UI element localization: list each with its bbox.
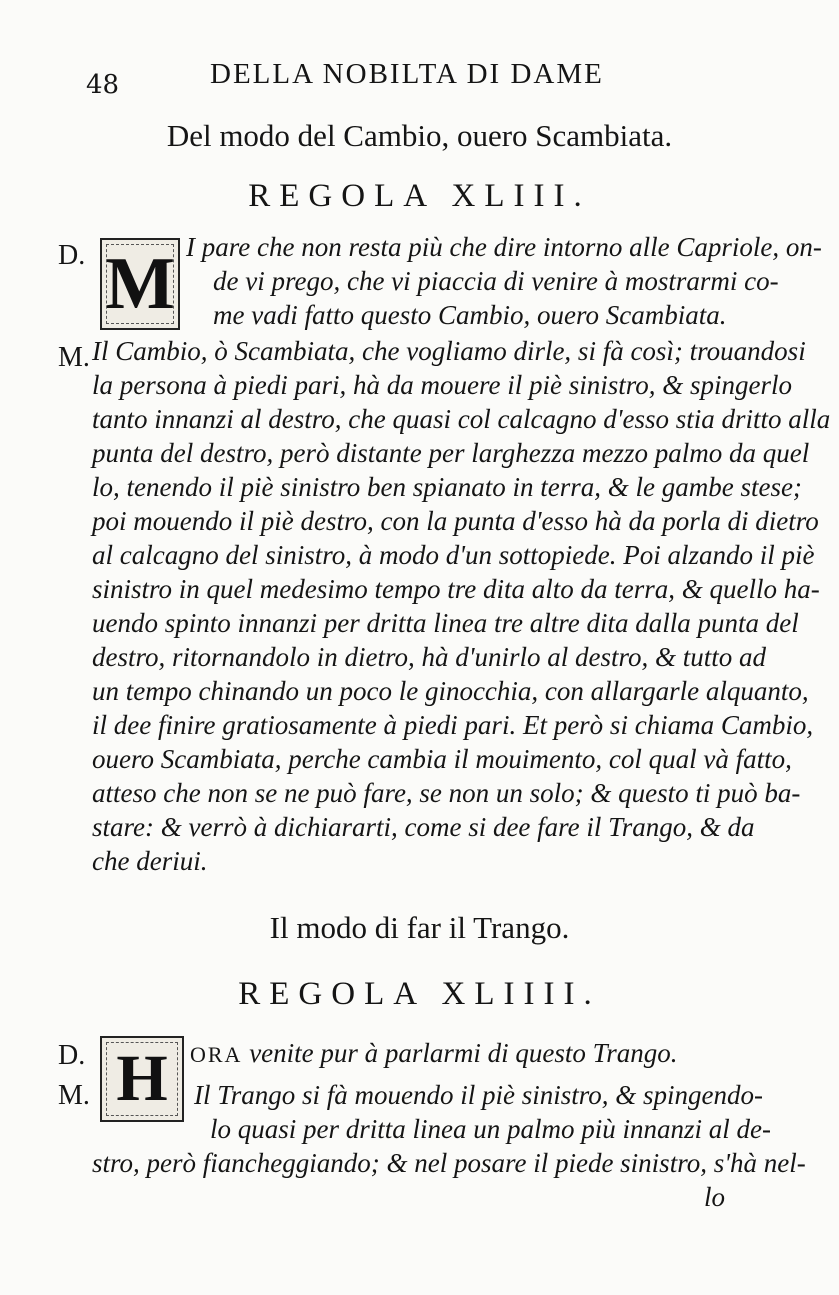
section-title-trango: Il modo di far il Trango. <box>269 910 570 945</box>
d-line-rest: venite pur à parlarmi di questo Trango. <box>242 1038 678 1068</box>
m-line: atteso che non se ne può fare, se non un solo; & questo ti può ba- <box>92 778 801 808</box>
d-line: I pare che non resta più che dire intorno alle Capriole, on- <box>186 232 822 262</box>
d-line-caps: ORA <box>190 1042 243 1067</box>
catchword: lo <box>704 1182 726 1212</box>
m-line: destro, ritornandolo in dietro, hà d'unirlo al destro, & tutto ad <box>92 642 767 672</box>
m-line: stare: & verrò à dichiararti, come si dee fare il Trango, & da <box>92 812 755 842</box>
m-line: sinistro in quel medesimo tempo tre dita alto da terra, & quello ha- <box>92 574 820 604</box>
decorated-initial-m <box>100 238 180 330</box>
rule-heading-xliii: REGOLA XLIII. <box>248 178 591 214</box>
d-line <box>190 1036 677 1072</box>
speaker-m: M. <box>58 1080 90 1111</box>
rule-heading-xliiii: REGOLA XLIIII. <box>238 976 601 1012</box>
m-line: il dee finire gratiosamente à piedi pari. Et però si chiama Cambio, <box>92 710 814 740</box>
speaker-d: D. <box>58 1040 86 1071</box>
running-head: DELLA NOBILTA DI DAME <box>210 58 604 90</box>
dialogue-m-continued <box>92 1146 806 1226</box>
speaker-m: M. <box>58 342 90 373</box>
m-line: stro, però fiancheggiando; & nel posare il piede sinistro, s'hà nel- <box>92 1148 806 1178</box>
d-line: me vadi fatto questo Cambio, ouero Scambiata. <box>213 300 727 330</box>
m-line: punta del destro, però distante per larghezza mezzo palmo da quel <box>92 438 810 468</box>
m-line: al calcagno del sinistro, à modo d'un sottopiede. Poi alzando il piè <box>92 540 815 570</box>
m-line: uendo spinto innanzi per dritta linea tre altre dita dalla punta del <box>92 608 799 638</box>
m-line: lo, tenendo il piè sinistro ben spianato in terra, & le gambe stese; <box>92 472 802 502</box>
m-line: ouero Scambiata, perche cambia il mouimento, col qual và fatto, <box>92 744 792 774</box>
m-line: un tempo chinando un poco le ginocchia, con allargarle alquanto, <box>92 676 809 706</box>
d-line: de vi prego, che vi piaccia di venire à mostrarmi co- <box>213 266 779 296</box>
m-line: lo quasi per dritta linea un palmo più innanzi al de- <box>210 1114 771 1144</box>
decorated-initial-letter: M <box>105 242 175 325</box>
page-header <box>0 52 839 100</box>
m-line: Il Trango si fà mouendo il piè sinistro, & spingendo- <box>194 1080 764 1110</box>
m-line: che deriui. <box>92 846 208 876</box>
dialogue-m-block <box>92 334 831 884</box>
m-line: poi mouendo il piè destro, con la punta d'esso hà da porla di dietro <box>92 506 819 536</box>
decorated-initial-h <box>100 1036 184 1122</box>
m-line: la persona à piedi pari, hà da mouere il piè sinistro, & spingerlo <box>92 370 792 400</box>
decorated-initial-letter: H <box>116 1042 168 1115</box>
dialogue-d-block <box>186 230 822 340</box>
m-line: Il Cambio, ò Scambiata, che vogliamo dirle, si fà così; trouandosi <box>92 336 806 366</box>
page-number: 48 <box>86 70 120 100</box>
m-line: tanto innanzi al destro, che quasi col calcagno d'esso stia dritto alla <box>92 404 831 434</box>
section-title-cambio: Del modo del Cambio, ouero Scambiata. <box>166 118 673 153</box>
speaker-d: D. <box>58 240 86 271</box>
